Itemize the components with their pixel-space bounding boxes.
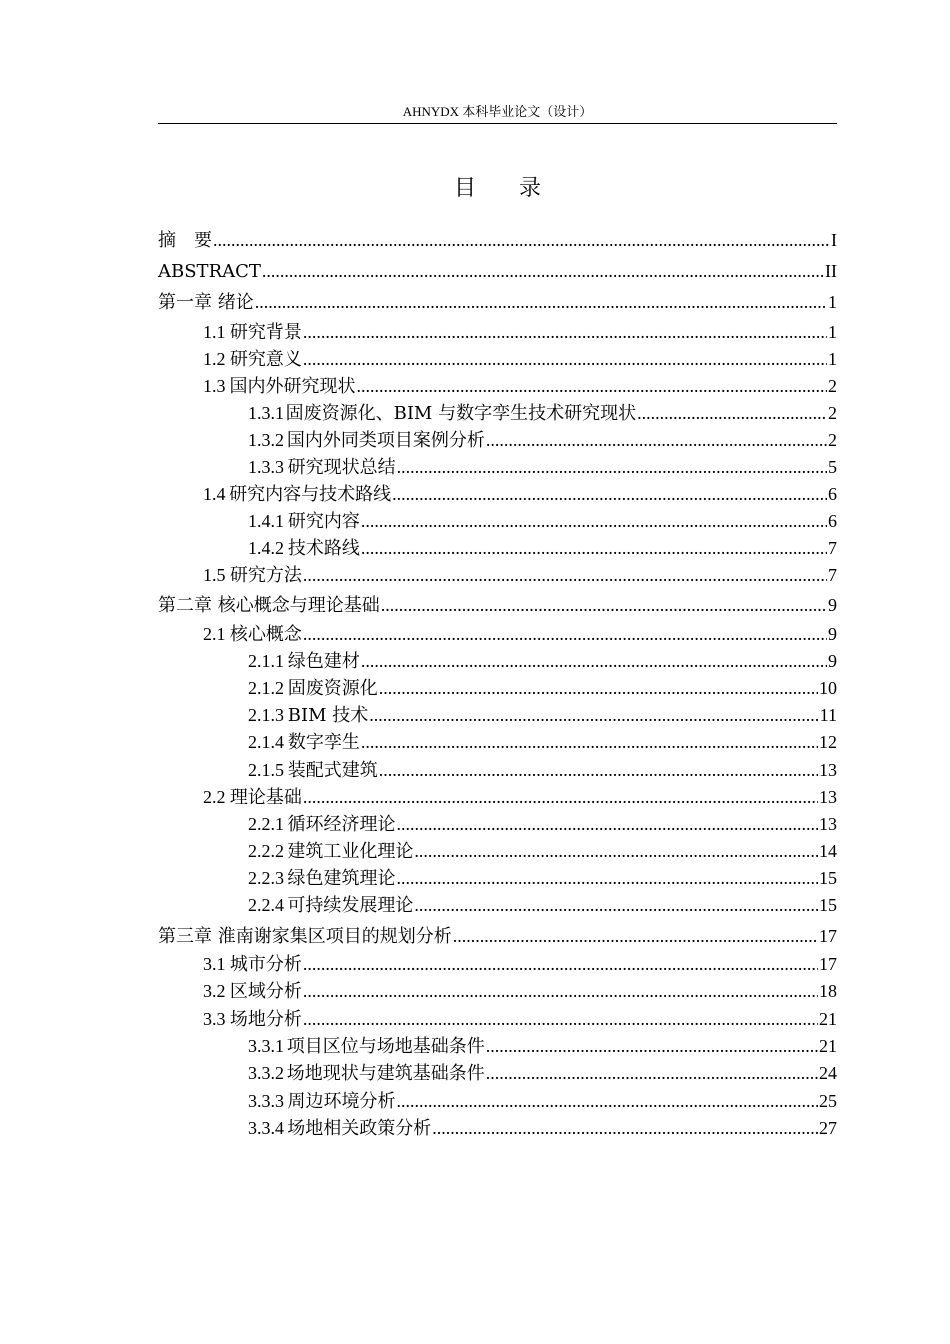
toc-entry-title: 第一章 绪论 (158, 292, 254, 313)
toc-entry[interactable] (158, 227, 837, 253)
toc-entry-page: 2 (828, 403, 837, 423)
toc-entry-page: 12 (819, 732, 837, 752)
toc-entry-number: 1.4 (203, 484, 226, 504)
toc-dot-leader (303, 621, 827, 647)
toc-dot-leader (255, 289, 827, 315)
toc-entry-title: BIM 技术 (287, 705, 369, 726)
toc-entry[interactable] (248, 1088, 837, 1114)
toc-entry[interactable] (203, 373, 837, 399)
toc-entry[interactable] (248, 811, 837, 837)
toc-entry-page: 25 (819, 1091, 837, 1111)
toc-entry[interactable] (248, 1060, 837, 1086)
toc-entry[interactable] (248, 648, 837, 674)
toc-dot-leader (486, 427, 827, 453)
toc-dot-leader (361, 508, 827, 534)
toc-dot-leader (486, 1060, 818, 1086)
toc-entry-page: 27 (819, 1118, 837, 1138)
toc-entry[interactable] (248, 757, 837, 783)
toc-entry-page: 7 (828, 538, 837, 558)
toc-entry-page: 6 (828, 511, 837, 531)
toc-entry-number: 1.3.2 (248, 430, 284, 450)
toc-entry-page: 13 (819, 760, 837, 780)
toc-entry-number: 3.2 (203, 981, 226, 1001)
toc-entry-number: 2.1 (203, 624, 226, 644)
toc-entry-page: II (825, 261, 837, 281)
toc-dot-leader (303, 784, 818, 810)
toc-entry[interactable] (158, 289, 837, 315)
toc-entry[interactable] (203, 621, 837, 647)
toc-dot-leader (432, 1115, 818, 1141)
toc-entry-page: 17 (819, 926, 837, 946)
toc-entry-page: 21 (819, 1036, 837, 1056)
toc-entry[interactable] (203, 1006, 837, 1032)
toc-entry-page: I (831, 230, 837, 250)
running-header: AHNYDX 本科毕业论文（设计） (402, 104, 593, 119)
toc-entry[interactable] (203, 978, 837, 1004)
toc-entry-title: 区域分析 (229, 981, 302, 1002)
toc-dot-leader (486, 1033, 818, 1059)
toc-entry[interactable] (158, 592, 837, 618)
toc-entry-page: 15 (819, 895, 837, 915)
toc-entry-title: 国内外同类项目案例分析 (286, 430, 485, 451)
toc-entry-title: 研究内容与技术路线 (229, 484, 392, 505)
toc-entry[interactable] (248, 1033, 837, 1059)
toc-entry-title: 周边环境分析 (287, 1091, 396, 1112)
toc-entry-number: 2.2.3 (248, 868, 284, 888)
toc-entry-page: 14 (819, 841, 837, 861)
toc-entry-page: 21 (819, 1009, 837, 1029)
toc-entry[interactable] (248, 702, 837, 728)
toc-dot-leader (637, 400, 827, 426)
header-rule (158, 123, 837, 124)
toc-entry-title: 建筑工业化理论 (287, 841, 414, 862)
toc-dot-leader (414, 892, 818, 918)
toc-entry-number: 1.1 (203, 322, 226, 342)
toc-entry-page: 1 (828, 349, 837, 369)
toc-entry-title: 可持续发展理论 (287, 895, 414, 916)
toc-entry-number: 1.5 (203, 565, 226, 585)
toc-entry-page: 7 (828, 565, 837, 585)
toc-entry-number: 1.4.1 (248, 511, 284, 531)
toc-dot-leader (397, 1088, 818, 1114)
toc-entry[interactable] (158, 258, 837, 284)
toc-entry-title: 研究背景 (229, 322, 302, 343)
toc-entry-number: 2.2.2 (248, 841, 284, 861)
toc-entry-title: 第二章 核心概念与理论基础 (158, 595, 380, 616)
toc-dot-leader (361, 535, 827, 561)
toc-entry[interactable] (248, 865, 837, 891)
toc-entry-page: 9 (828, 595, 837, 615)
toc-entry[interactable] (248, 675, 837, 701)
toc-entry-page: 2 (828, 430, 837, 450)
toc-entry-number: 2.2 (203, 787, 226, 807)
toc-entry-title: 研究方法 (229, 565, 302, 586)
toc-entry[interactable] (203, 951, 837, 977)
toc-dot-leader (414, 838, 818, 864)
toc-entry-number: 3.3.1 (248, 1036, 284, 1056)
toc-entry-page: 1 (828, 322, 837, 342)
toc-entry-title: 项目区位与场地基础条件 (286, 1036, 485, 1057)
toc-entry-page: 2 (828, 376, 837, 396)
toc-entry-page: 18 (819, 981, 837, 1001)
toc-dot-leader (397, 811, 818, 837)
toc-dot-leader (303, 1006, 818, 1032)
toc-entry[interactable] (248, 427, 837, 453)
toc-entry-title: 核心概念 (229, 624, 302, 645)
toc-entry[interactable] (203, 319, 837, 345)
toc-entry-title: 第三章 淮南谢家集区项目的规划分析 (158, 926, 452, 947)
toc-entry-number: 2.1.2 (248, 678, 284, 698)
toc-entry-title: 场地相关政策分析 (287, 1118, 432, 1139)
toc-entry-title: 固废资源化 (287, 678, 378, 699)
toc-entry-title: 研究内容 (287, 511, 360, 532)
toc-entry[interactable] (248, 535, 837, 561)
toc-entry[interactable] (248, 892, 837, 918)
toc-entry-number: 2.1.4 (248, 732, 284, 752)
toc-title: 目 录 (454, 176, 559, 201)
toc-entry-title: ABSTRACT (158, 261, 261, 282)
toc-dot-leader (369, 702, 818, 728)
toc-entry-title: 理论基础 (229, 787, 302, 808)
toc-entry[interactable] (203, 481, 837, 507)
toc-entry-page: 9 (828, 651, 837, 671)
toc-entry-title: 研究现状总结 (287, 457, 396, 478)
toc-entry-page: 11 (819, 705, 837, 725)
toc-entry-title: 场地分析 (229, 1009, 302, 1030)
toc-entry-number: 1.3.3 (248, 457, 284, 477)
toc-entry-title: 循环经济理论 (287, 814, 396, 835)
toc-dot-leader (381, 592, 827, 618)
toc-dot-leader (356, 373, 827, 399)
toc-entry-number: 1.3.1 (248, 403, 284, 423)
toc-entry-number: 2.1.5 (248, 760, 284, 780)
toc-entry[interactable] (203, 346, 837, 372)
toc-entry-number: 1.3 (203, 376, 226, 396)
toc-entry-page: 5 (828, 457, 837, 477)
toc-entry-number: 1.4.2 (248, 538, 284, 558)
toc-dot-leader (392, 481, 827, 507)
toc-entry[interactable] (203, 784, 837, 810)
toc-entry[interactable] (248, 1115, 837, 1141)
toc-entry[interactable] (248, 400, 837, 426)
toc-entry-title: 技术路线 (287, 538, 360, 559)
toc-entry-number: 2.2.1 (248, 814, 284, 834)
toc-entry-number: 3.1 (203, 954, 226, 974)
toc-entry[interactable] (248, 838, 837, 864)
toc-dot-leader (262, 258, 824, 284)
toc-entry-number: 1.2 (203, 349, 226, 369)
toc-entry-title: 场地现状与建筑基础条件 (286, 1063, 485, 1084)
toc-entry-number: 2.1.1 (248, 651, 284, 671)
toc-entry[interactable] (248, 729, 837, 755)
toc-entry-page: 17 (819, 954, 837, 974)
toc-entry-page: 15 (819, 868, 837, 888)
toc-entry-title: 固废资源化、BIM 与数字孪生技术研究现状 (285, 403, 637, 424)
toc-dot-leader (453, 923, 818, 949)
toc-entry[interactable] (203, 562, 837, 588)
toc-entry-number: 2.2.4 (248, 895, 284, 915)
toc-entry-title: 城市分析 (229, 954, 302, 975)
toc-dot-leader (361, 648, 827, 674)
toc-entry-number: 3.3.4 (248, 1118, 284, 1138)
toc-entry-number: 2.1.3 (248, 705, 284, 725)
toc-entry-title: 数字孪生 (287, 732, 360, 753)
toc-entry-title: 绿色建筑理论 (287, 868, 396, 889)
toc-entry-page: 13 (819, 814, 837, 834)
toc-dot-leader (213, 227, 830, 253)
toc-dot-leader (397, 454, 827, 480)
toc-dot-leader (303, 562, 827, 588)
toc-dot-leader (397, 865, 818, 891)
toc-entry-title: 绿色建材 (287, 651, 360, 672)
toc-dot-leader (303, 346, 827, 372)
toc-entry-title: 国内外研究现状 (229, 376, 356, 397)
toc-entry[interactable] (158, 923, 837, 949)
toc-entry-number: 3.3.2 (248, 1063, 284, 1083)
toc-entry[interactable] (248, 454, 837, 480)
toc-dot-leader (303, 951, 818, 977)
toc-entry-page: 1 (828, 292, 837, 312)
toc-dot-leader (379, 757, 818, 783)
toc-dot-leader (303, 319, 827, 345)
toc-dot-leader (379, 675, 818, 701)
toc-entry-page: 24 (819, 1063, 837, 1083)
toc-entry-title: 摘 要 (158, 230, 212, 251)
toc-entry-page: 9 (828, 624, 837, 644)
toc-entry-page: 13 (819, 787, 837, 807)
toc-entry-title: 研究意义 (229, 349, 302, 370)
toc-entry-page: 6 (828, 484, 837, 504)
toc-entry-number: 3.3 (203, 1009, 226, 1029)
toc-dot-leader (303, 978, 818, 1004)
toc-dot-leader (361, 729, 818, 755)
toc-entry-title: 装配式建筑 (287, 760, 378, 781)
toc-entry-number: 3.3.3 (248, 1091, 284, 1111)
toc-entry[interactable] (248, 508, 837, 534)
toc-entry-page: 10 (819, 678, 837, 698)
